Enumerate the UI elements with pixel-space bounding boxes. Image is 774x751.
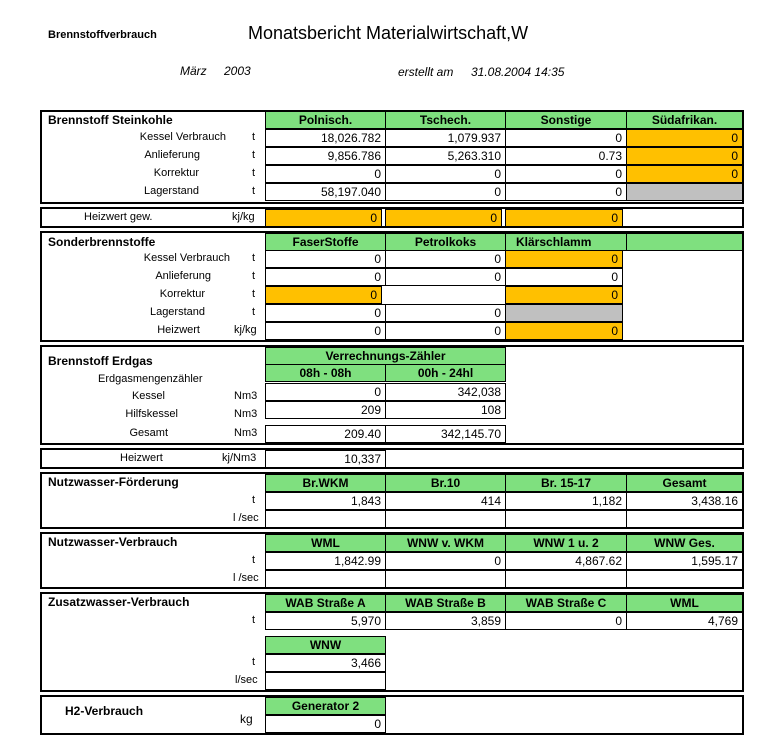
section-title: H2-Verbrauch [65, 704, 144, 718]
column-header: WML [265, 534, 386, 552]
value-cell[interactable]: 1,843 [265, 492, 386, 510]
value-cell[interactable]: 0 [505, 165, 627, 183]
section-title: Brennstoff Erdgas [48, 354, 153, 368]
value-cell[interactable]: 0 [265, 322, 386, 340]
column-header: Generator 2 [265, 697, 386, 715]
value-cell[interactable]: 0 [265, 250, 386, 268]
report-month: März [180, 64, 207, 78]
value-cell[interactable]: 342,145.70 [385, 425, 506, 443]
value-cell[interactable]: 9,856.786 [265, 147, 386, 165]
value-cell[interactable]: 209.40 [265, 425, 386, 443]
column-header: Br. 15-17 [505, 474, 627, 492]
value-cell[interactable]: 0 [265, 165, 386, 183]
value-cell-highlighted[interactable]: 0 [505, 286, 623, 304]
column-header: WNW [265, 636, 386, 654]
row-label: Gesamt [129, 427, 168, 439]
row-unit: kj/kg [234, 324, 257, 336]
column-header: Br.WKM [265, 474, 386, 492]
column-header: Sonstige [505, 111, 627, 129]
section-title: Zusatzwasser-Verbrauch [48, 595, 190, 609]
column-header: 00h - 24hl [385, 364, 506, 382]
column-header: WAB Straße B [385, 594, 506, 612]
value-cell[interactable]: 1,079.937 [385, 129, 506, 147]
section-h2 [40, 695, 744, 735]
value-cell-empty[interactable] [505, 510, 627, 528]
value-cell[interactable]: 3,466 [265, 654, 386, 672]
column-header: Polnisch. [265, 111, 386, 129]
section-title: Brennstoff Steinkohle [48, 113, 173, 127]
row-unit: t [252, 167, 256, 179]
value-cell[interactable]: 0 [265, 383, 386, 401]
value-cell[interactable]: 0 [385, 250, 506, 268]
value-cell[interactable]: 1,842.99 [265, 552, 386, 570]
column-header-empty [626, 233, 743, 251]
row-label: Anlieferung [155, 270, 211, 282]
row-unit: l /sec [233, 512, 259, 524]
value-cell-empty[interactable] [265, 510, 386, 528]
column-header: WAB Straße A [265, 594, 386, 612]
row-unit: l/sec [235, 674, 258, 686]
value-cell-empty[interactable] [385, 510, 506, 528]
section-title: Sonderbrennstoffe [48, 235, 156, 249]
column-header: WNW 1 u. 2 [505, 534, 627, 552]
value-cell-empty[interactable] [626, 510, 743, 528]
value-cell[interactable]: 4,769 [626, 612, 743, 630]
row-unit: Nm3 [234, 390, 258, 402]
value-cell-empty[interactable] [505, 570, 627, 588]
row-unit: t [252, 614, 256, 626]
value-cell[interactable]: 0 [505, 183, 627, 201]
row-unit: t [252, 131, 256, 143]
value-cell[interactable]: 10,337 [265, 450, 386, 468]
value-cell[interactable]: 0 [505, 612, 627, 630]
value-cell-highlighted[interactable]: 0 [626, 129, 743, 147]
row-unit: t [252, 149, 256, 161]
value-cell[interactable]: 1,182 [505, 492, 627, 510]
column-header: Gesamt [626, 474, 743, 492]
column-header: Br.10 [385, 474, 506, 492]
value-cell-highlighted[interactable]: 0 [505, 250, 623, 268]
value-cell-disabled [505, 304, 623, 322]
value-cell[interactable]: 0 [265, 715, 386, 733]
created-date: 31.08.2004 14:35 [471, 65, 565, 79]
row-label: Heizwert gew. [84, 211, 153, 223]
row-label: Korrektur [153, 167, 199, 179]
row-unit: t [252, 494, 256, 506]
section-subtitle: Erdgasmengenzähler [98, 373, 203, 385]
row-unit: t [252, 252, 256, 264]
value-cell-highlighted[interactable]: 0 [265, 209, 382, 227]
column-header: Tschech. [385, 111, 506, 129]
column-header: Petrolkoks [385, 233, 506, 251]
value-cell[interactable]: 1,595.17 [626, 552, 743, 570]
report-year: 2003 [224, 64, 251, 78]
row-unit: Nm3 [234, 427, 258, 439]
value-cell[interactable]: 5,263.310 [385, 147, 506, 165]
row-label: Heizwert [120, 452, 163, 464]
value-cell[interactable]: 209 [265, 401, 386, 419]
column-header: Klärschlamm [505, 233, 627, 251]
value-cell-empty[interactable] [265, 570, 386, 588]
value-cell[interactable]: 0 [385, 322, 506, 340]
report-category: Brennstoffverbrauch [48, 29, 157, 41]
column-header: FaserStoffe [265, 233, 386, 251]
column-header: Südafrikan. [626, 111, 743, 129]
value-cell-highlighted[interactable]: 0 [626, 165, 743, 183]
value-cell[interactable]: 0 [385, 268, 506, 286]
row-label: Lagerstand [143, 185, 199, 197]
row-unit: kj/kg [232, 211, 255, 223]
value-cell[interactable]: 414 [385, 492, 506, 510]
page-title: Monatsbericht Materialwirtschaft,W [248, 23, 529, 43]
value-cell[interactable]: 342,038 [385, 383, 506, 401]
value-cell[interactable]: 0 [505, 129, 627, 147]
group-header: Verrechnungs-Zähler [265, 347, 506, 365]
value-cell[interactable]: 0 [385, 304, 506, 322]
value-cell[interactable]: 0 [385, 183, 506, 201]
value-cell-empty[interactable] [385, 570, 506, 588]
value-cell[interactable]: 3,438.16 [626, 492, 743, 510]
value-cell-disabled [626, 183, 743, 201]
value-cell-empty[interactable] [626, 570, 743, 588]
section-title: Nutzwasser-Förderung [48, 475, 179, 489]
value-cell[interactable]: 4,867.62 [505, 552, 627, 570]
row-unit: kj/Nm3 [222, 452, 257, 464]
value-cell-highlighted[interactable]: 0 [265, 286, 382, 304]
row-unit: Nm3 [234, 408, 258, 420]
column-header: WML [626, 594, 743, 612]
row-label: Anlieferung [144, 149, 200, 161]
value-cell-empty[interactable] [265, 672, 386, 690]
value-cell-highlighted[interactable]: 0 [505, 209, 623, 227]
value-cell-highlighted[interactable]: 0 [626, 147, 743, 165]
value-cell-highlighted[interactable]: 0 [505, 322, 623, 340]
row-label: Lagerstand [149, 306, 205, 318]
column-header: WAB Straße C [505, 594, 627, 612]
row-unit: t [252, 185, 256, 197]
row-unit: t [252, 656, 256, 668]
row-label: Kessel Verbrauch [139, 131, 226, 143]
row-unit: t [252, 554, 256, 566]
column-header: WNW Ges. [626, 534, 743, 552]
row-unit: l /sec [233, 572, 259, 584]
row-label: Heizwert [157, 324, 200, 336]
value-cell[interactable]: 18,026.782 [265, 129, 386, 147]
value-cell-highlighted[interactable]: 0 [385, 209, 502, 227]
value-cell[interactable]: 0 [265, 268, 386, 286]
row-label: Korrektur [159, 288, 205, 300]
row-unit: t [252, 306, 256, 318]
column-header: 08h - 08h [265, 364, 386, 382]
row-label: Kessel Verbrauch [143, 252, 230, 264]
value-cell[interactable]: 58,197.040 [265, 183, 386, 201]
created-label: erstellt am [398, 65, 454, 79]
row-unit: t [252, 288, 256, 300]
column-header: WNW v. WKM [385, 534, 506, 552]
row-label: Kessel [131, 390, 165, 402]
value-cell[interactable]: 0.73 [505, 147, 627, 165]
value-cell[interactable]: 3,859 [385, 612, 506, 630]
row-label: Hilfskessel [125, 408, 178, 420]
value-cell[interactable]: 5,970 [265, 612, 386, 630]
value-cell[interactable]: 108 [385, 401, 506, 419]
row-unit: kg [240, 712, 253, 726]
value-cell[interactable]: 0 [385, 552, 506, 570]
value-cell[interactable]: 0 [265, 304, 386, 322]
row-unit: t [252, 270, 256, 282]
section-title: Nutzwasser-Verbrauch [48, 535, 178, 549]
value-cell[interactable]: 0 [505, 268, 623, 286]
value-cell[interactable]: 0 [385, 165, 506, 183]
